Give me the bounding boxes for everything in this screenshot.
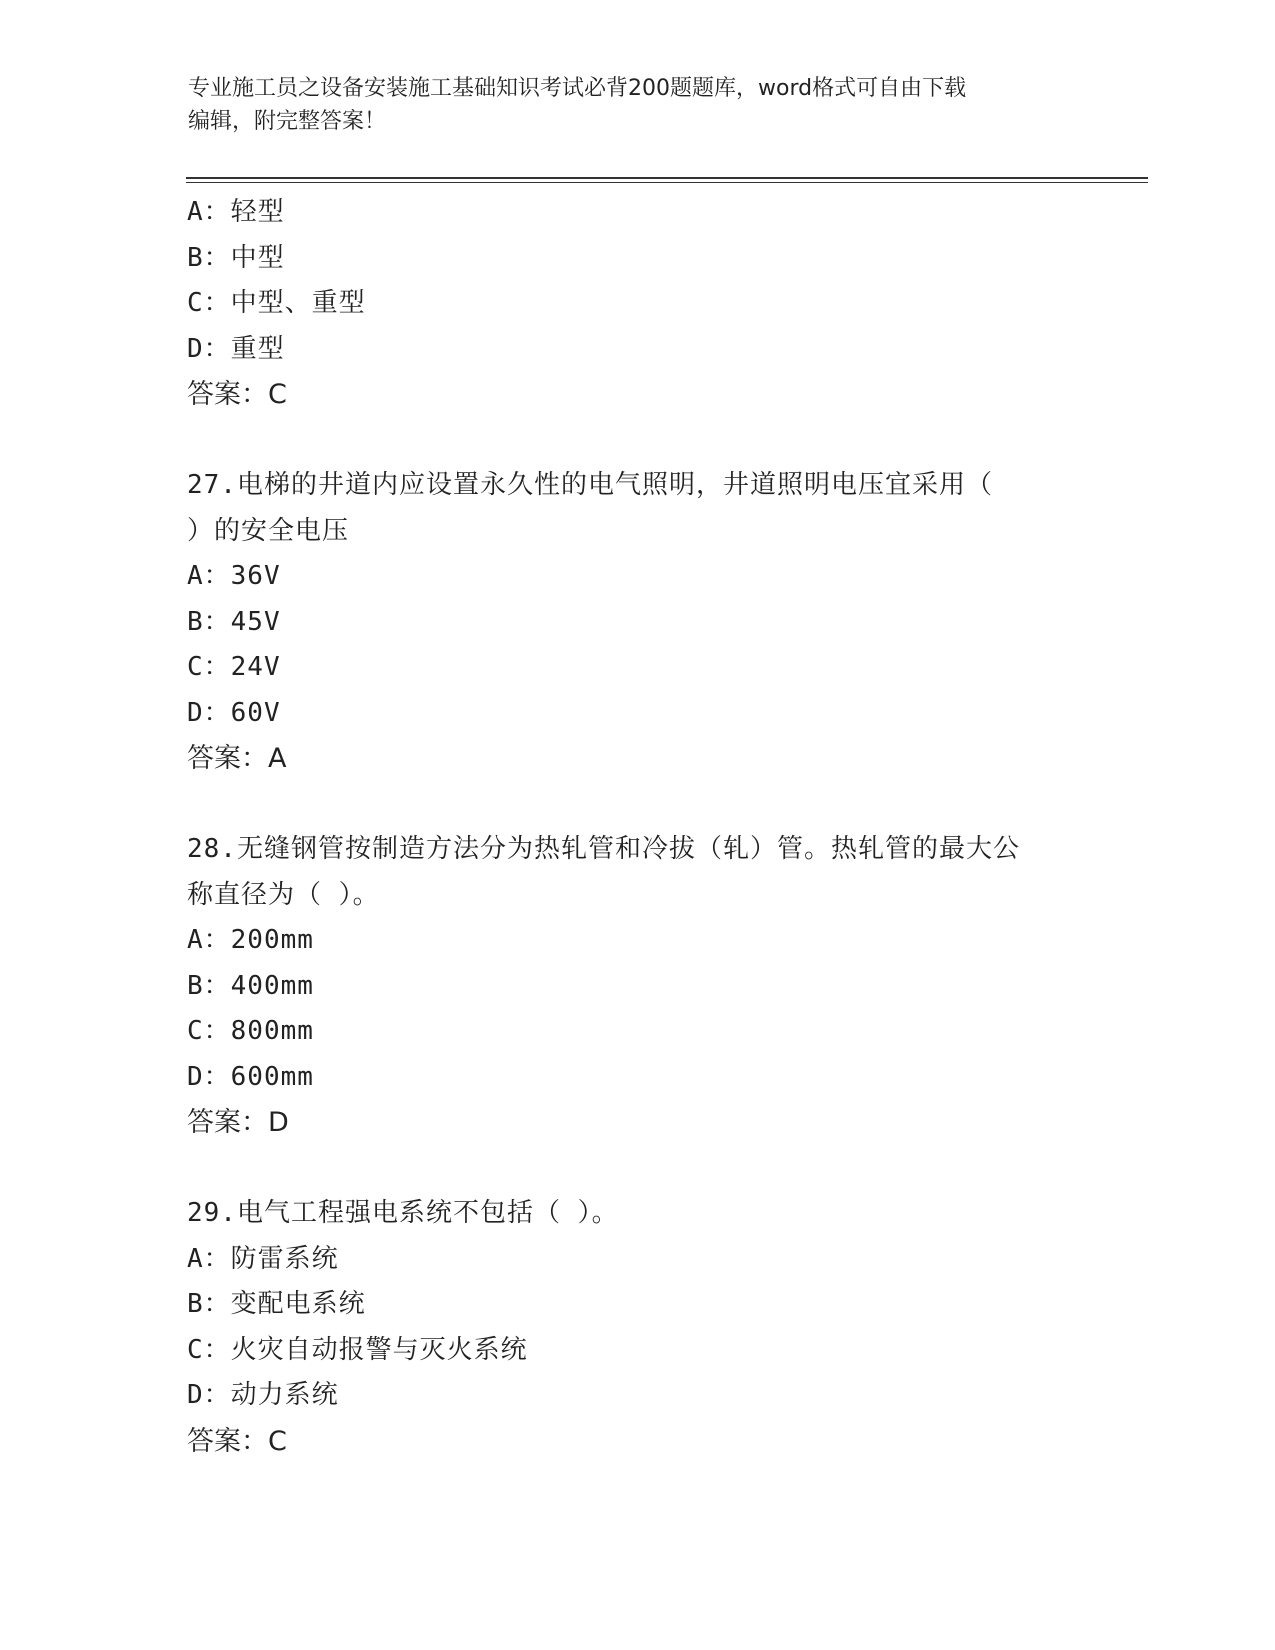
question-stem-line-2: 称直径为（ ）。 <box>187 879 380 910</box>
spacer <box>187 1146 1087 1192</box>
option-a: A：36V <box>187 561 281 591</box>
header-divider-thick <box>186 177 1148 179</box>
answer-label: 答案：D <box>187 1107 289 1138</box>
option-b: B：45V <box>187 606 281 637</box>
question-stem-line-1: 28.无缝钢管按制造方法分为热轧管和冷拔（轧）管。热轧管的最大公 <box>187 834 1020 864</box>
header-divider-thin <box>186 182 1148 183</box>
option-c: C：中型、重型 <box>187 288 366 318</box>
spacer <box>187 782 1087 828</box>
answer-label: 答案：C <box>187 1425 287 1457</box>
question-list <box>187 190 1087 1464</box>
question-block-28 <box>187 827 1087 1146</box>
option-d: D：动力系统 <box>187 1380 339 1410</box>
option-b: B：变配电系统 <box>187 1289 366 1319</box>
question-stem-line-1: 27.电梯的井道内应设置永久性的电气照明，井道照明电压宜采用（ <box>187 470 993 500</box>
option-c: C：24V <box>187 652 281 682</box>
spacer <box>187 418 1087 464</box>
option-d: D：60V <box>187 697 281 728</box>
option-c: C：火灾自动报警与灭火系统 <box>187 1334 528 1365</box>
option-b: B：400mm <box>187 970 314 1001</box>
option-b: B：中型 <box>187 242 285 273</box>
option-a: A：200mm <box>187 925 314 955</box>
option-c: C：800mm <box>187 1016 314 1046</box>
header-title-line-1: 专业施工员之设备安装施工基础知识考试必背200题题库，word格式可自由下载 <box>188 76 967 101</box>
header-title-line-2: 编辑，附完整答案！ <box>188 109 387 134</box>
option-d: D：600mm <box>187 1061 314 1092</box>
question-block-29 <box>187 1191 1087 1464</box>
document-header <box>188 72 1068 138</box>
question-block-26 <box>187 190 1087 418</box>
question-stem-line-1: 29.电气工程强电系统不包括（ ）。 <box>187 1198 619 1228</box>
answer-label: 答案：C <box>187 379 287 410</box>
answer-label: 答案：A <box>187 743 287 774</box>
option-a: A：轻型 <box>187 197 285 227</box>
option-a: A：防雷系统 <box>187 1243 339 1274</box>
option-d: D：重型 <box>187 333 285 364</box>
question-stem-line-2: ）的安全电压 <box>187 515 350 546</box>
question-block-27 <box>187 463 1087 782</box>
